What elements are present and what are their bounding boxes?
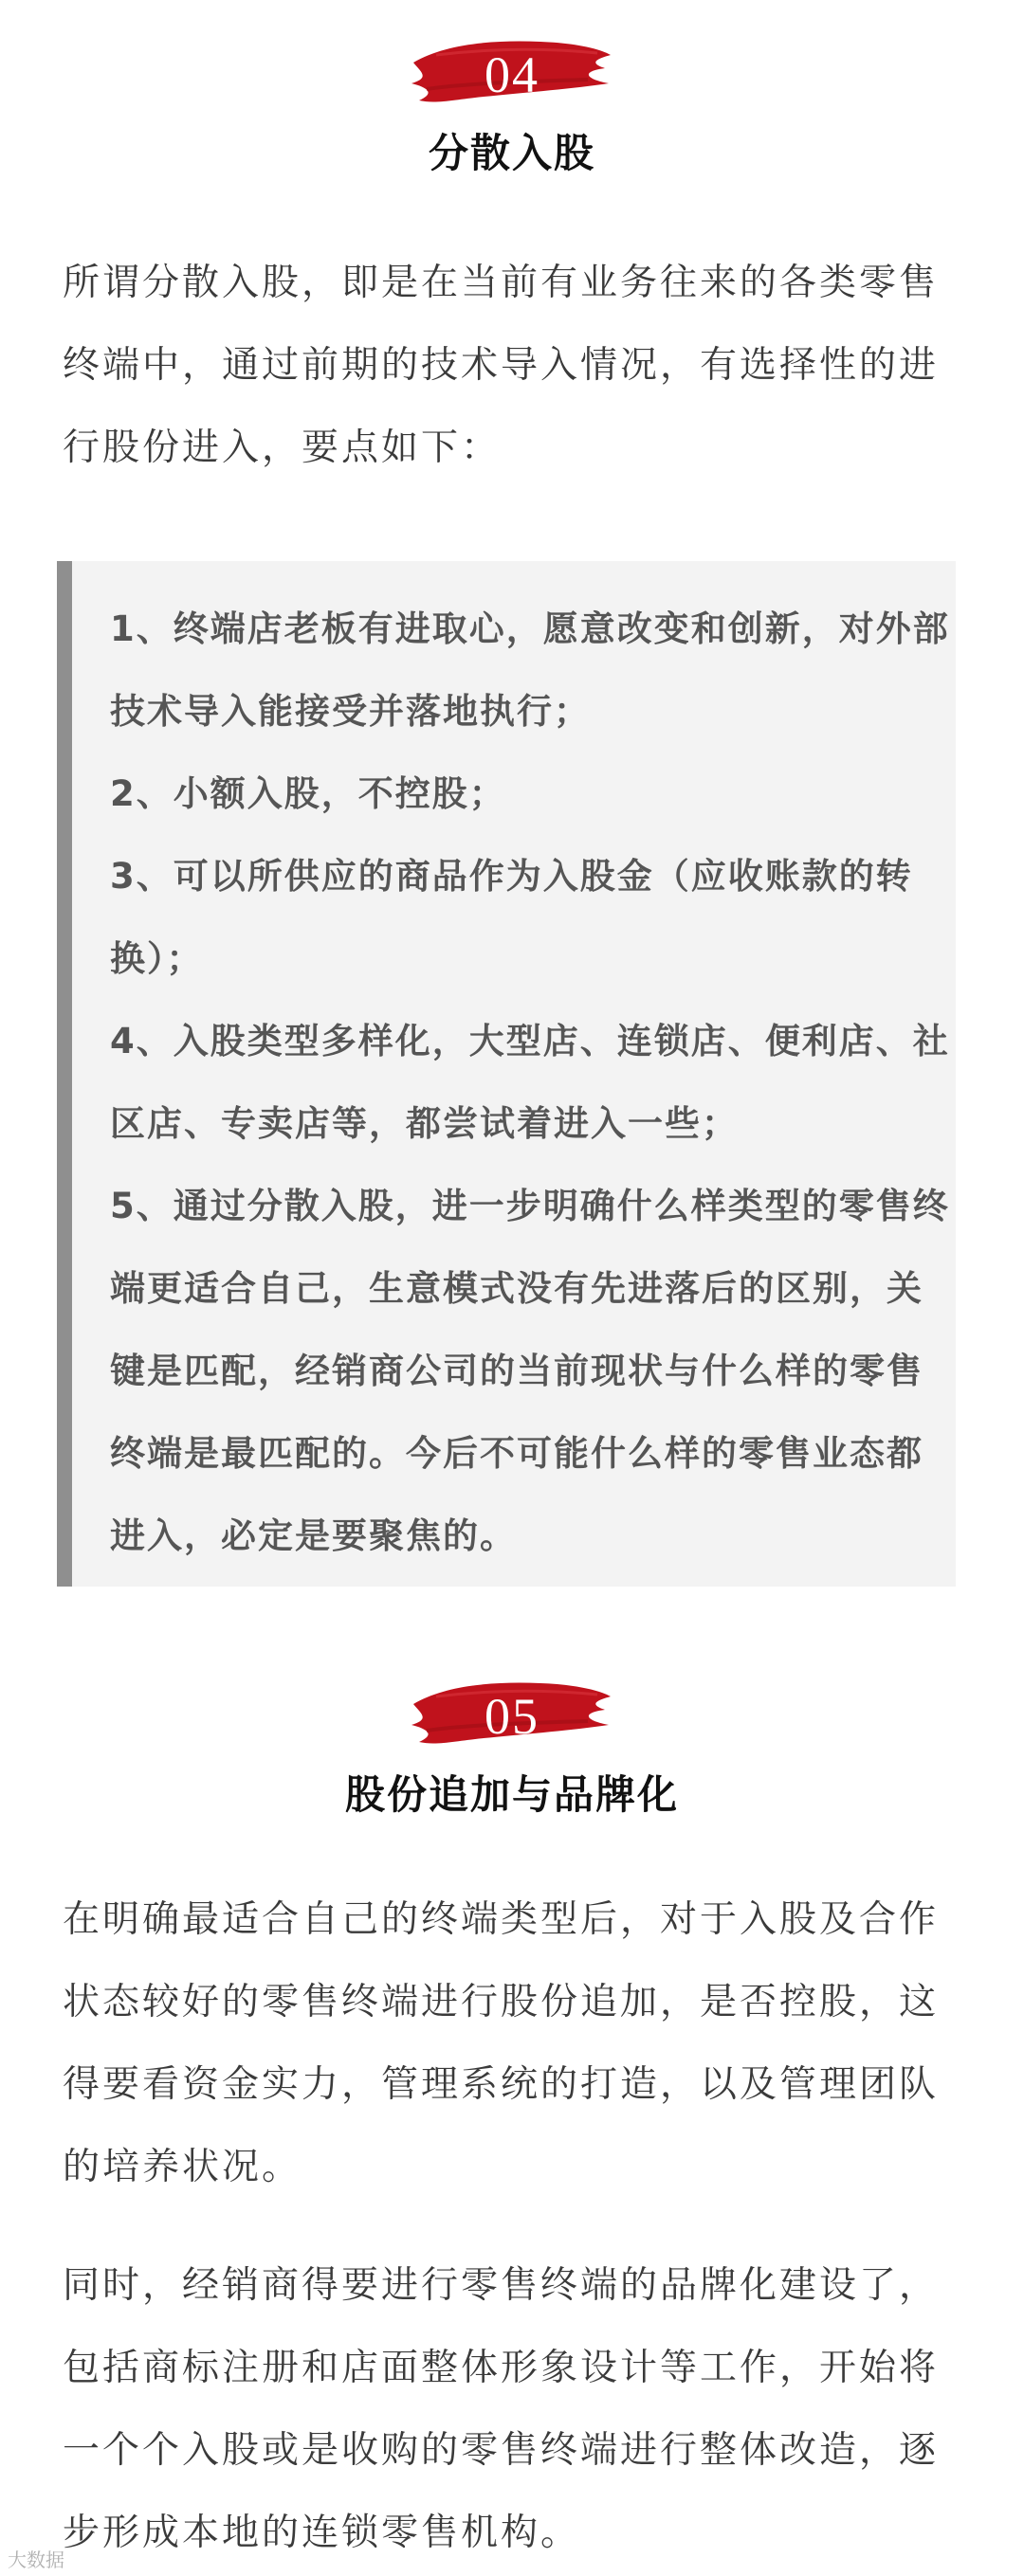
- point-1: 1、终端店老板有进取心，愿意改变和创新，对外部技术导入能接受并落地执行；: [110, 608, 950, 732]
- section-04-number: 04: [485, 46, 539, 103]
- section-05-paragraph-1: 在明确最适合自己的终端类型后，对于入股及合作状态较好的零售终端进行股份追加，是否控股，这得要看资金实力，管理系统的打造，以及管理团队的培养状况。: [63, 1898, 940, 2188]
- section-05-title: 股份追加与品牌化: [344, 1771, 679, 1818]
- section-04-badge: [408, 34, 616, 116]
- point-4: 4、入股类型多样化，大型店、连锁店、便利店、社区店、专卖店等，都尝试着进入一些；: [110, 1021, 950, 1144]
- section-05-paragraph-2: 同时，经销商得要进行零售终端的品牌化建设了，包括商标注册和店面整体形象设计等工作，开始将一个个入股或是收购的零售终端进行整体改造，逐步形成本地的连锁零售机构。: [63, 2264, 940, 2554]
- section-04-title: 分散入股: [428, 130, 595, 176]
- section-04-intro: 所谓分散入股，即是在当前有业务往来的各类零售终端中，通过前期的技术导入情况，有选择性的进行股份进入，要点如下：: [63, 262, 940, 469]
- point-2: 2、小额入股，不控股；: [110, 773, 506, 814]
- section-05-number: 05: [485, 1688, 539, 1745]
- section-04-header: [0, 34, 1024, 178]
- section-05-header: [0, 1676, 1024, 1820]
- watermark: 大数据: [8, 2549, 64, 2571]
- point-3: 3、可以所供应的商品作为入股金（应收账款的转换）；: [110, 856, 913, 979]
- section-05-badge: [408, 1676, 616, 1757]
- points-quote-block: [57, 561, 956, 1587]
- point-5: 5、通过分散入股，进一步明确什么样类型的零售终端更适合自己，生意模式没有先进落后的区别，关键是匹配，经销商公司的当前现状与什么样的零售终端是最匹配的。今后不可能什么样的零售业态都进入，必定是要聚焦的。: [110, 1186, 950, 1556]
